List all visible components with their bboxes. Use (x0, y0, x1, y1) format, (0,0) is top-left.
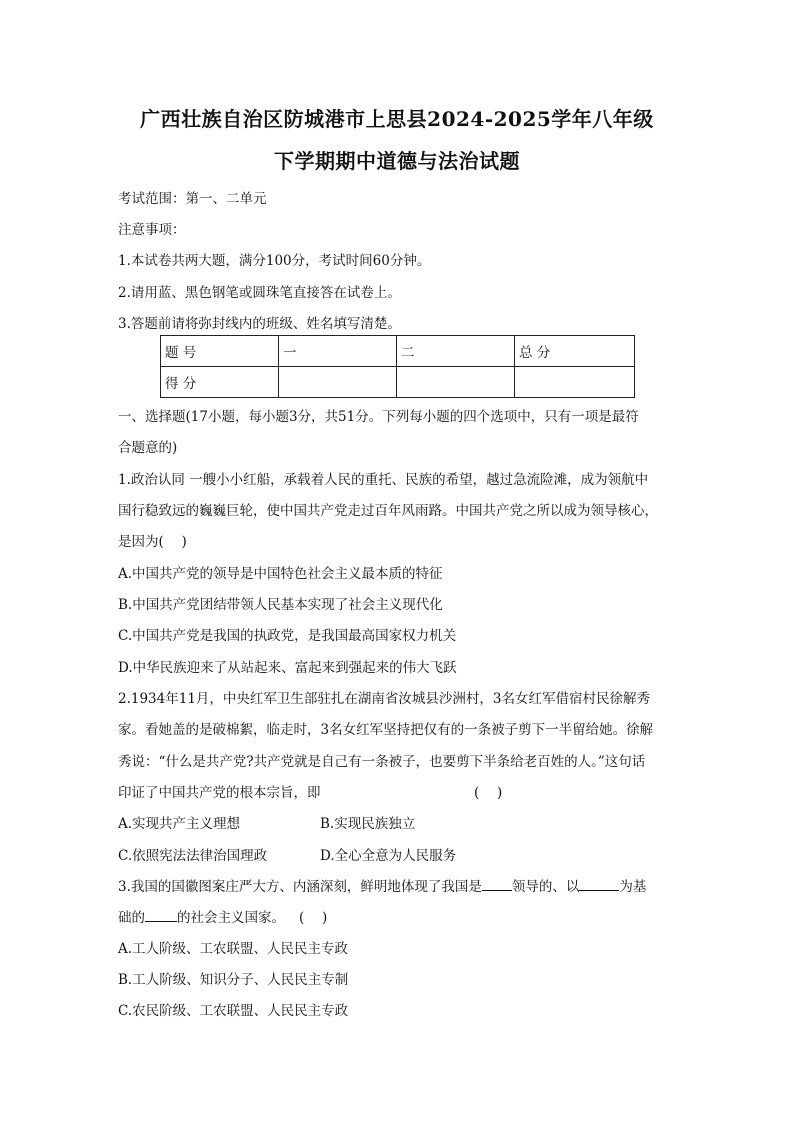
notice-heading: 注意事项： (118, 222, 186, 238)
option-c: C.依照宪法法律治国理政 (118, 848, 268, 864)
score-header-cell: 题 号 (161, 336, 279, 367)
question-text-part: 3.我国的国徽图案庄严大方、内涵深刻，鲜明地体现了我国是 (118, 879, 482, 895)
question-text: 秀说：“什么是共产党?共产党就是自己有一条被子，也要剪下半条给老百姓的人。”这句话 (118, 754, 646, 770)
question-text: 印证了中国共产党的根本宗旨，即 (118, 785, 321, 801)
question-text: 1.政治认同 一艘小小红船，承载着人民的重托、民族的希望，越过急流险滩，成为领航中 (118, 472, 649, 488)
option-b: B.中国共产党团结带领人民基本实现了社会主义现代化 (118, 597, 443, 613)
exam-scope: 考试范围：第一、二单元 (118, 191, 267, 207)
option-c: C.中国共产党是我国的执政党，是我国最高国家权力机关 (118, 628, 457, 644)
score-header-cell: 一 (279, 336, 397, 367)
option-a: A.中国共产党的领导是中国特色社会主义最本质的特征 (118, 566, 443, 582)
question-text-part: 础的 (118, 910, 145, 926)
notice-item: 1.本试卷共两大题，满分100分，考试时间60分钟。 (118, 253, 431, 269)
score-row-label: 得 分 (161, 367, 279, 398)
option-b: B.工人阶级、知识分子、人民民主专制 (118, 972, 349, 988)
option-a: A.工人阶级、工农联盟、人民民主专政 (118, 941, 349, 957)
section-heading: 一、选择题(17小题，每小题3分，共51分。下列每小题的四个选项中，只有一项是最符 (118, 409, 639, 425)
question-text-part: 领导的、以 (511, 879, 580, 895)
score-input-cell[interactable] (397, 367, 515, 398)
option-d: D.中华民族迎来了从站起来、富起来到强起来的伟大飞跃 (118, 660, 457, 676)
score-table-score-row (161, 367, 635, 398)
question-text: 2.1934年11月，中央红军卫生部驻扎在湖南省汝城县沙洲村，3名女红军借宿村民徐解秀 (118, 691, 651, 707)
answer-blank[interactable] (482, 876, 512, 891)
option-a: A.实现共产主义理想 (118, 816, 241, 832)
option-c: C.农民阶级、工农联盟、人民民主专政 (118, 1003, 349, 1019)
answer-bracket: ( ) (299, 910, 328, 926)
score-table-header-row (161, 336, 635, 367)
exam-title-line2: 下学期期中道德与法治试题 (274, 149, 520, 173)
section-heading: 合题意的) (118, 440, 178, 456)
score-input-cell[interactable] (279, 367, 397, 398)
score-table (160, 335, 635, 398)
question-text-part: 为基 (619, 879, 647, 895)
notice-item: 2.请用蓝、黑色钢笔或圆珠笔直接答在试卷上。 (118, 285, 401, 301)
answer-blank[interactable] (579, 876, 619, 891)
option-b: B.实现民族独立 (320, 816, 416, 832)
question-text: 家。看她盖的是破棉絮，临走时，3名女红军坚持把仅有的一条被子剪下一半留给她。徐解 (118, 722, 654, 738)
question-text (118, 906, 327, 926)
answer-bracket: ( ) (474, 785, 503, 801)
score-input-cell[interactable] (515, 367, 635, 398)
question-text: 是因为( ) (118, 534, 187, 550)
score-header-cell: 二 (397, 336, 515, 367)
option-d: D.全心全意为人民服务 (320, 848, 457, 864)
question-text: 国行稳致远的巍巍巨轮，使中国共产党走过百年风雨路。中国共产党之所以成为领导核心， (118, 503, 658, 519)
question-text (118, 875, 646, 895)
question-text-part: 的社会主义国家。 (177, 910, 285, 926)
score-header-cell: 总 分 (515, 336, 635, 367)
notice-item: 3.答题前请将弥封线内的班级、姓名填写清楚。 (118, 316, 401, 332)
exam-title-line1: 广西壮族自治区防城港市上思县2024-2025学年八年级 (140, 107, 654, 131)
answer-blank[interactable] (145, 907, 177, 922)
